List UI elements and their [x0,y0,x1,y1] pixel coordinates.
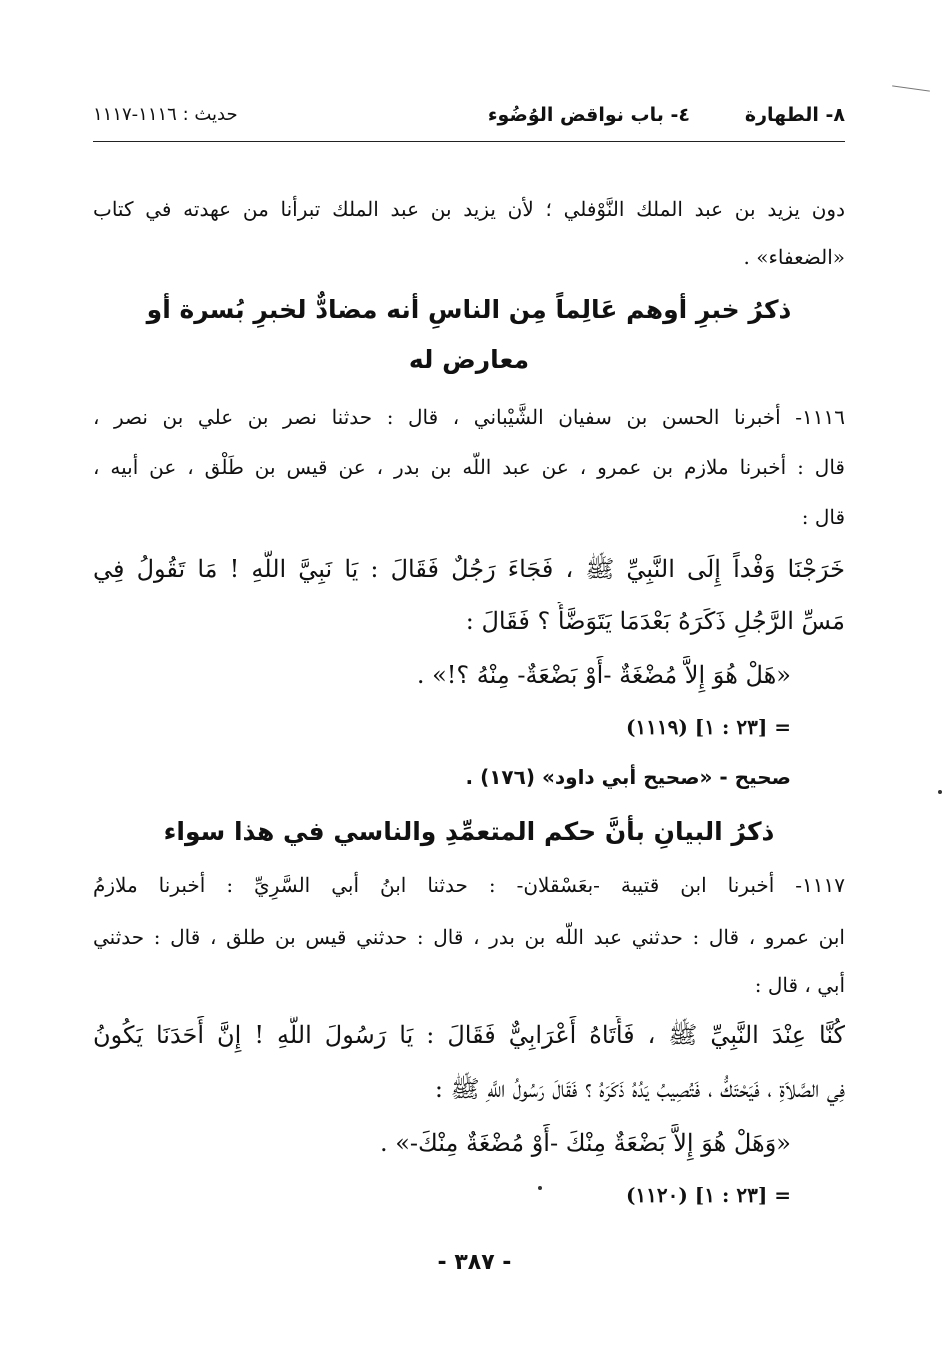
chapter-title: ٤- باب نواقض الوُضُوء [487,104,690,126]
hadith-reference: = [٢٣ : ١] (١١١٩) [625,715,791,739]
text-line: «الضعفاء» . [743,245,845,269]
hadith-isnad: أبي ، قال : [754,973,845,997]
hadith-isnad: ١١١٧- أخبرنا ابن قتيبة -بعَسْقلان- : حدثنا ابنُ أبي السَّرِيِّ : أخبرنا ملازمُ [93,873,845,897]
hadith-matn: فِي الصَّلاَةِ ، فَيَحْتَكُّ ، فَتُصِيبُ يَدُهُ ذَكَرَهُ ؟ فَقَالَ رَسُولُ اللَّهِ ﷺ : [434,1075,845,1103]
hadith-matn: خَرَجْنَا وَفْداً إِلَى النَّبِيِّ ﷺ ، فَجَاءَ رَجُلٌ فَقَالَ : يَا نَبِيَّ اللَّهِ ! مَا تَقُولُ فِي [93,555,845,583]
book-title: ٨- الطهارة [744,104,845,126]
hadith-isnad: ابن عمرو ، قال : حدثني عبد اللّه بن بدر ، قال : حدثني قيس بن طلق ، قال : حدثني [93,925,845,949]
hadith-isnad: قال : أخبرنا ملازم بن عمرو ، عن عبد اللّه بن بدر ، عن قيس بن طَلْق ، عن أبيه ، [93,455,845,479]
prophetic-saying: «هَلْ هُوَ إِلاَّ مُضْغَةٌ -أَوْ بَضْعَةٌ- مِنْهُ ؟!» . [416,661,791,689]
hadith-range: حديث : ١١١٦-١١١٧ [93,104,238,125]
running-header [93,100,845,136]
hadith-reference: = [٢٣ : ١] (١١٢٠) [625,1183,791,1207]
hadith-isnad: ١١١٦- أخبرنا الحسن بن سفيان الشَّيْباني ، قال : حدثنا نصر بن علي بن نصر ، [93,405,845,429]
scan-mark [892,85,930,91]
scan-speck [938,790,942,794]
scan-speck [538,1186,542,1190]
prophetic-saying: «وَهَلْ هُوَ إِلاَّ بَضْعَةٌ مِنْكَ -أَوْ مُضْغَةٌ مِنْكَ-» . [379,1129,791,1157]
section-heading: ذكرُ خبرِ أوهم عَالِماً مِن الناسِ أنه مضادٌّ لخبرِ بُسرة أو [146,295,792,324]
section-heading: ذكرُ البيانِ بأنَّ حكم المتعمِّدِ والناسي في هذا سواء [163,817,775,846]
hadith-isnad: قال : [801,505,845,529]
hadith-grade: صحيح - «صحيح أبي داود» (١٧٦) . [465,765,791,789]
page-number: - ٣٨٧ - [437,1250,512,1275]
hadith-matn: مَسِّ الرَّجُلِ ذَكَرَهُ بَعْدَمَا يَتَوَضَّأُ ؟ فَقَالَ : [465,607,845,635]
hadith-matn: كُنَّا عِنْدَ النَّبِيِّ ﷺ ، فَأَتَاهُ أَعْرَابِيٌّ فَقَالَ : يَا رَسُولَ اللَّهِ ! إِنَّ أَحَدَنَا يَكُونُ [93,1021,845,1049]
section-heading-continued: معارض له [408,345,530,374]
header-rule [93,141,845,142]
text-line: دون يزيد بن عبد الملك النَّوْفلي ؛ لأن يزيد بن عبد الملك تبرأنا من عهدته في كتاب [93,197,845,221]
